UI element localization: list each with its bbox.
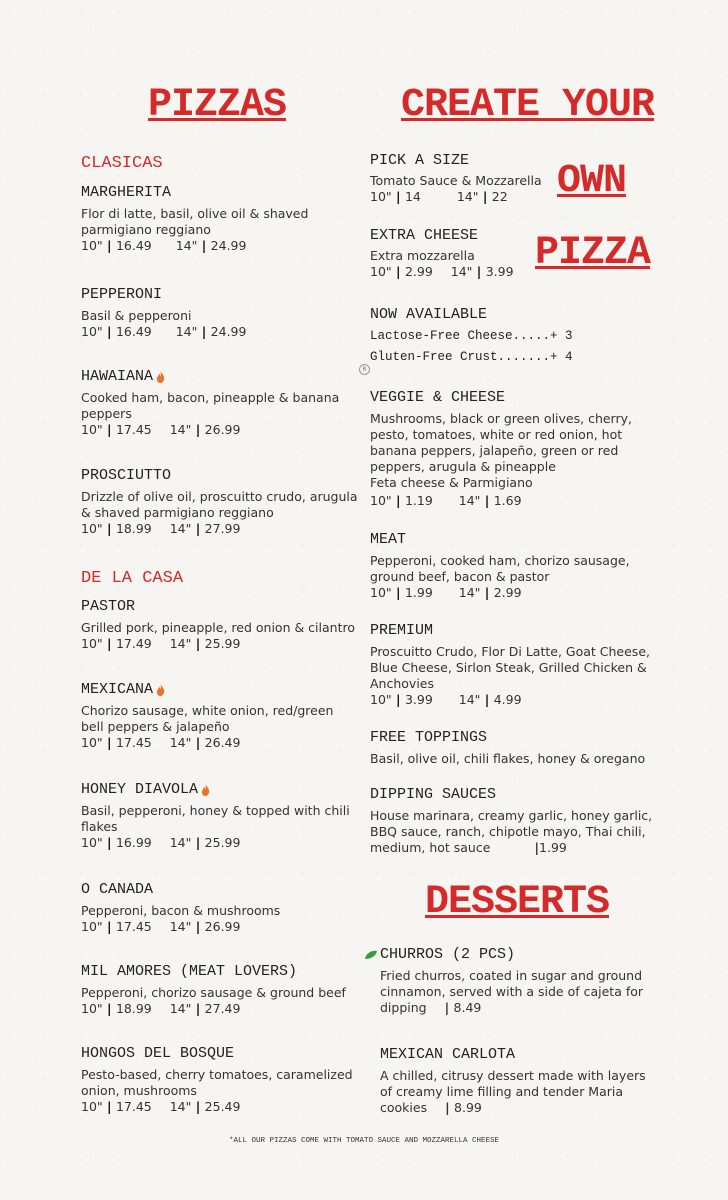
item-price: 10" | 14 14" | 22 (370, 189, 508, 204)
item-price: 10" | 2.99 14" | 3.99 (370, 264, 514, 279)
item-desc: Cooked ham, bacon, pineapple & banana peppers (81, 390, 340, 421)
item-name: CHURROS (2 PCS) (380, 946, 516, 963)
item-name: MIL AMORES (MEAT LOVERS) (81, 963, 298, 980)
item-desc: Mushrooms, black or green olives, cherry, pesto, tomatoes, white or red onion, hot banana peppers, jalapeño, green or red peppers, arugula & pineapple (370, 411, 632, 474)
item-name: PREMIUM (370, 622, 434, 639)
item-desc: Chorizo sausage, white onion, red/green bell peppers & jalapeño (81, 703, 334, 734)
flame-icon (156, 684, 165, 696)
item-price: 10" | 18.99 14" | 27.49 (81, 1001, 241, 1016)
pizza-item (81, 286, 359, 340)
item-name: EXTRA CHEESE (370, 227, 479, 244)
churros (380, 946, 660, 1016)
item-name: MEXICAN CARLOTA (380, 1046, 516, 1063)
item-price: 10" | 18.99 14" | 27.99 (81, 521, 241, 536)
flame-icon (156, 371, 165, 383)
item-name: HAWAIANA (81, 368, 359, 386)
own-title: OWN (557, 159, 627, 204)
item-name: HONGOS DEL BOSQUE (81, 1045, 235, 1062)
pizza-item (81, 681, 359, 751)
footnote: *ALL OUR PIZZAS COME WITH TOMATO SAUCE AND MOZZARELLA CHEESE (228, 1137, 500, 1145)
item-price: 10" | 16.49 14" | 24.99 (81, 324, 247, 339)
item-price: 10" | 3.99 14" | 4.99 (370, 692, 522, 707)
pick-a-size (370, 152, 545, 205)
item-name: PROSCIUTTO (81, 467, 172, 484)
item-desc: Fried churros, coated in sugar and ground cinnamon, served with a side of cajeta for dipping | 8.49 (380, 968, 644, 1015)
meat-toppings (370, 531, 655, 601)
item-price: 10" | 16.49 14" | 24.99 (81, 238, 247, 253)
item-price: 10" | 16.99 14" | 25.99 (81, 835, 241, 850)
pizza-item (81, 467, 359, 537)
item-price: 10" | 17.49 14" | 25.99 (81, 636, 241, 651)
item-desc: Flor di latte, basil, olive oil & shaved parmigiano reggiano (81, 206, 309, 237)
item-name: PASTOR (81, 598, 136, 615)
pizzas-title: PIZZAS (148, 83, 287, 128)
item-price: 10" | 17.45 14" | 25.49 (81, 1099, 241, 1114)
pizza-item (81, 598, 359, 652)
flame-icon (201, 784, 210, 796)
pizza-item (81, 781, 359, 851)
extra-cheese (370, 227, 545, 280)
item-name: PICK A SIZE (370, 152, 470, 169)
item-price: 10" | 1.19 14" | 1.69 (370, 493, 522, 508)
item-price: 10" | 1.99 14" | 2.99 (370, 585, 522, 600)
item-name: O CANADA (81, 881, 154, 898)
pizza-item (81, 1045, 359, 1115)
pizza-item (81, 184, 359, 254)
item-desc: A chilled, citrusy dessert made with layers of creamy lime filling and tender Maria cookies | 8.99 (380, 1068, 646, 1115)
item-name: DIPPING SAUCES (370, 786, 497, 803)
item-desc: Basil, pepperoni, honey & topped with chili flakes (81, 803, 350, 834)
veggie-cheese (370, 389, 665, 509)
section-de-la-casa: DE LA CASA (81, 569, 184, 588)
desserts-title: DESSERTS (425, 880, 610, 925)
item-desc: Pepperoni, cooked ham, chorizo sausage, ground beef, bacon & pastor (370, 553, 630, 584)
item-desc: Pepperoni, bacon & mushrooms (81, 903, 281, 918)
item-desc: Tomato Sauce & Mozzarella (370, 173, 542, 188)
item-desc: Basil, olive oil, chili flakes, honey & oregano (370, 751, 646, 766)
section-clasicas: CLASICAS (81, 154, 163, 173)
free-toppings (370, 729, 660, 767)
item-price: 10" | 17.45 14" | 26.49 (81, 735, 241, 750)
item-desc: House marinara, creamy garlic, honey garlic, BBQ sauce, ranch, chipotle mayo, Thai chili, medium, hot sauce |1.99 (370, 808, 653, 855)
item-desc: Proscuitto Crudo, Flor Di Latte, Goat Cheese, Blue Cheese, Sirlon Steak, Grilled Chicken & Anchovies (370, 644, 650, 691)
small-circle-mark: R (359, 364, 370, 375)
pizza-item (81, 963, 359, 1017)
item-name: NOW AVAILABLE (370, 306, 488, 323)
item-desc: Pepperoni, chorizo sausage & ground beef (81, 985, 346, 1000)
mexican-carlota (380, 1046, 650, 1116)
item-price: 10" | 17.45 14" | 26.99 (81, 919, 241, 934)
item-price: 10" | 17.45 14" | 26.99 (81, 422, 241, 437)
item-name: MEXICANA (81, 681, 359, 699)
item-desc: Pesto-based, cherry tomatoes, caramelized onion, mushrooms (81, 1067, 353, 1098)
item-name: VEGGIE & CHEESE (370, 389, 506, 406)
item-desc: Basil & pepperoni (81, 308, 192, 323)
pizza-title: PIZZA (535, 231, 651, 276)
pizza-item (81, 368, 359, 438)
create-your-title: CREATE YOUR (401, 83, 655, 128)
item-desc: Grilled pork, pineapple, red onion & cilantro (81, 620, 355, 635)
dipping-sauces (370, 786, 655, 856)
premium-toppings (370, 622, 660, 708)
item-name: PEPPERONI (81, 286, 163, 303)
gluten-free-line: Gluten-Free Crust.......+ 4 (370, 350, 573, 364)
lactose-free-line: Lactose-Free Cheese.....+ 3 (370, 329, 573, 343)
item-name: MARGHERITA (81, 184, 172, 201)
item-name: MEAT (370, 531, 407, 548)
item-desc: Extra mozzarella (370, 248, 475, 263)
item-desc-2: Feta cheese & Parmigiano (370, 475, 533, 490)
now-available (370, 306, 660, 368)
leaf-icon (364, 950, 378, 960)
pizza-item (81, 881, 359, 935)
item-name: FREE TOPPINGS (370, 729, 488, 746)
item-name: HONEY DIAVOLA (81, 781, 359, 799)
item-desc: Drizzle of olive oil, proscuitto crudo, arugula & shaved parmigiano reggiano (81, 489, 358, 520)
